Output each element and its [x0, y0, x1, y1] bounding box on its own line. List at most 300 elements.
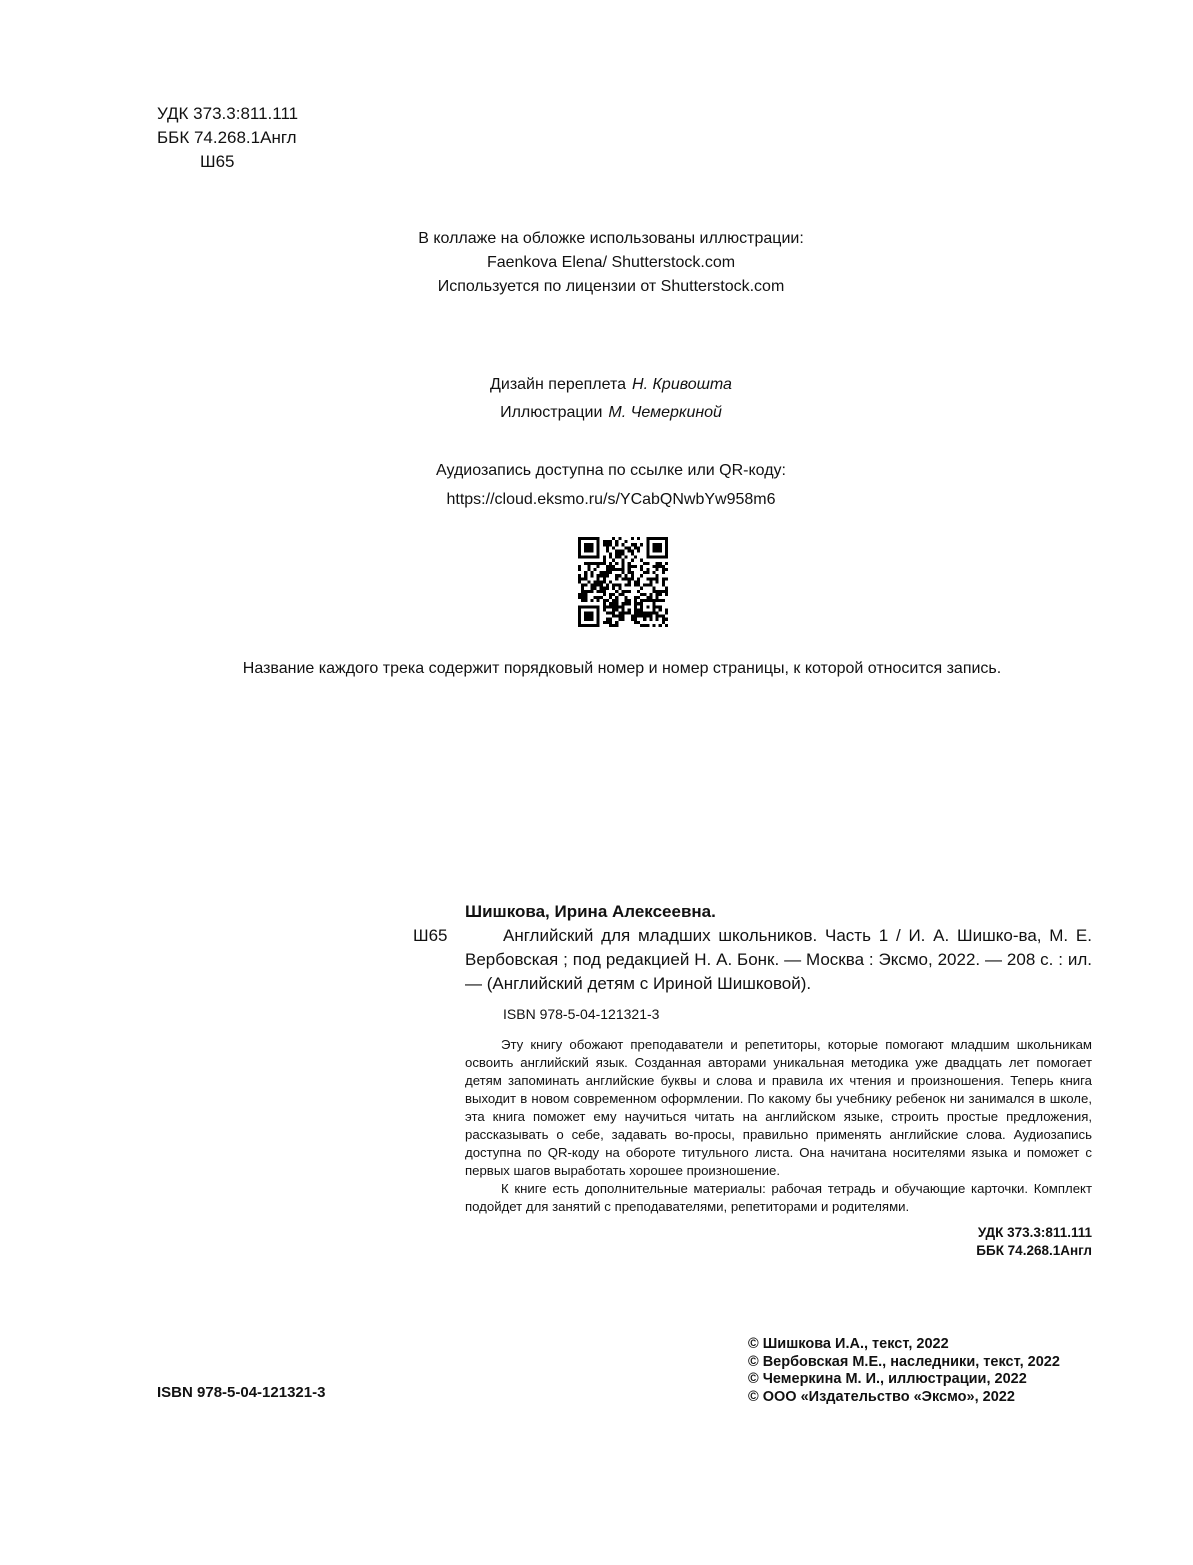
qr-module	[659, 546, 662, 549]
qr-module	[652, 565, 655, 568]
qr-module	[646, 611, 649, 614]
qr-module	[606, 605, 609, 608]
qr-module	[615, 596, 618, 599]
qr-module	[590, 615, 593, 618]
qr-module	[621, 602, 624, 605]
qr-module	[631, 559, 634, 562]
qr-module	[609, 621, 612, 624]
qr-module	[597, 537, 600, 540]
qr-module	[584, 543, 587, 546]
qr-module	[652, 543, 655, 546]
qr-module	[656, 574, 659, 577]
qr-module	[656, 599, 659, 602]
qr-module	[597, 540, 600, 543]
qr-module	[621, 559, 624, 562]
qr-module	[665, 549, 668, 552]
qr-module	[640, 543, 643, 546]
qr-module	[625, 540, 628, 543]
qr-module	[590, 537, 593, 540]
qr-module	[612, 559, 615, 562]
qr-module	[600, 574, 603, 577]
qr-module	[587, 624, 590, 627]
qr-module	[662, 580, 665, 583]
qr-module	[621, 577, 624, 580]
qr-module	[600, 580, 603, 583]
qr-module	[581, 624, 584, 627]
qr-module	[606, 587, 609, 590]
qr-module	[621, 571, 624, 574]
qr-module	[621, 590, 624, 593]
qr-module	[665, 587, 668, 590]
qr-module	[637, 580, 640, 583]
qr-module	[590, 556, 593, 559]
illustrator-name: М. Чемеркиной	[608, 404, 722, 421]
qr-module	[587, 562, 590, 565]
qr-module	[643, 593, 646, 596]
qr-module	[606, 574, 609, 577]
qr-module	[594, 587, 597, 590]
qr-module	[597, 565, 600, 568]
qr-code-graphic	[578, 537, 668, 627]
qr-module	[587, 556, 590, 559]
qr-module	[615, 599, 618, 602]
qr-module	[603, 571, 606, 574]
qr-module	[659, 599, 662, 602]
qr-module	[606, 599, 609, 602]
qr-module	[646, 605, 649, 608]
qr-module	[625, 611, 628, 614]
qr-module	[656, 580, 659, 583]
qr-module	[609, 611, 612, 614]
qr-module	[634, 580, 637, 583]
qr-module	[584, 549, 587, 552]
qr-module	[652, 611, 655, 614]
annotation-paragraph-1: Эту книгу обожают преподаватели и репетиторы, которые помогают младшим школьникам освоить английский язык. Созданная авторами уникальная методика уже двадцать лет помогает детям запоминать английские буквы и слова и правила их чтения и произношения. Теперь книга выходит в новом современном оформлении. По какому бы учебнику ребенок ни занимался в школе, эта книга поможет ему научиться читать на английском языке, строить простые предложения, рассказывать о себе, задавать во-просы, правильно применять английские слова. Аудиозапись доступна по QR-коду на обороте титульного листа. Она начитана носителями языка и поможет с первых шагов выработать хорошее произношение.	[465, 1037, 1092, 1178]
qr-module	[594, 580, 597, 583]
qr-module	[609, 596, 612, 599]
qr-module	[584, 584, 587, 587]
qr-module	[590, 624, 593, 627]
qr-module	[656, 549, 659, 552]
illustrations-credit	[200, 399, 1022, 427]
qr-module	[609, 593, 612, 596]
qr-module	[662, 537, 665, 540]
qr-module	[603, 580, 606, 583]
qr-module	[621, 565, 624, 568]
qr-module	[637, 621, 640, 624]
qr-module	[578, 540, 581, 543]
qr-module	[600, 587, 603, 590]
copyright-line-3: © Чемеркина М. И., иллюстрации, 2022	[748, 1371, 1027, 1387]
qr-module	[603, 577, 606, 580]
qr-module	[628, 608, 631, 611]
qr-module	[603, 556, 606, 559]
qr-module	[590, 587, 593, 590]
qr-module	[615, 621, 618, 624]
qr-module	[628, 565, 631, 568]
qr-module	[640, 605, 643, 608]
binding-designer: Н. Кривошта	[632, 376, 732, 393]
qr-module	[606, 565, 609, 568]
qr-module	[625, 546, 628, 549]
qr-module	[665, 624, 668, 627]
qr-module	[597, 615, 600, 618]
qr-module	[597, 562, 600, 565]
qr-module	[584, 546, 587, 549]
qr-module	[615, 624, 618, 627]
qr-module	[615, 568, 618, 571]
qr-module	[665, 540, 668, 543]
qr-module	[584, 537, 587, 540]
qr-module	[628, 549, 631, 552]
qr-module	[612, 587, 615, 590]
qr-module	[597, 553, 600, 556]
qr-module	[584, 596, 587, 599]
main-isbn: ISBN 978-5-04-121321-3	[157, 1384, 326, 1401]
qr-module	[665, 543, 668, 546]
qr-module	[640, 574, 643, 577]
qr-module	[634, 621, 637, 624]
qr-module	[597, 611, 600, 614]
qr-module	[597, 577, 600, 580]
qr-module	[659, 537, 662, 540]
qr-module	[640, 615, 643, 618]
qr-module	[631, 618, 634, 621]
qr-module	[615, 577, 618, 580]
illustrations-label: Иллюстрации	[500, 404, 603, 421]
qr-module	[656, 543, 659, 546]
qr-module	[625, 574, 628, 577]
qr-module	[597, 580, 600, 583]
qr-module	[665, 537, 668, 540]
qr-module	[618, 574, 621, 577]
qr-module	[578, 618, 581, 621]
qr-module	[621, 593, 624, 596]
qr-module	[652, 549, 655, 552]
qr-module	[612, 546, 615, 549]
design-credits	[200, 371, 1022, 427]
qr-module	[659, 605, 662, 608]
qr-module	[634, 618, 637, 621]
qr-module	[628, 568, 631, 571]
qr-module	[578, 577, 581, 580]
qr-module	[615, 540, 618, 543]
qr-module	[587, 543, 590, 546]
qr-module	[597, 621, 600, 624]
qr-module	[665, 562, 668, 565]
qr-module	[578, 537, 581, 540]
qr-module	[662, 590, 665, 593]
qr-module	[652, 587, 655, 590]
qr-module	[609, 543, 612, 546]
qr-module	[634, 546, 637, 549]
qr-module	[643, 615, 646, 618]
qr-module	[584, 611, 587, 614]
qr-module	[637, 608, 640, 611]
qr-module	[646, 599, 649, 602]
qr-module	[581, 593, 584, 596]
qr-module	[628, 611, 631, 614]
qr-module	[652, 537, 655, 540]
copyright-line-1: © Шишкова И.А., текст, 2022	[748, 1336, 949, 1352]
qr-module	[578, 568, 581, 571]
bbk-code: ББК 74.268.1Англ	[157, 128, 297, 147]
qr-module	[587, 568, 590, 571]
qr-module	[612, 568, 615, 571]
qr-module	[637, 549, 640, 552]
qr-module	[646, 577, 649, 580]
qr-module	[612, 605, 615, 608]
qr-module	[631, 577, 634, 580]
qr-module	[590, 574, 593, 577]
record-cutter: Ш65	[413, 926, 448, 945]
qr-module	[590, 611, 593, 614]
qr-module	[640, 599, 643, 602]
qr-module	[600, 590, 603, 593]
qr-module	[662, 577, 665, 580]
qr-module	[612, 608, 615, 611]
qr-module	[625, 596, 628, 599]
bibliographic-record	[413, 900, 1092, 1260]
qr-module	[584, 590, 587, 593]
qr-module	[615, 549, 618, 552]
qr-module	[646, 584, 649, 587]
qr-module	[643, 618, 646, 621]
qr-module	[640, 593, 643, 596]
record-udk: УДК 373.3:811.111	[977, 1225, 1092, 1240]
qr-module	[600, 584, 603, 587]
qr-module	[594, 556, 597, 559]
qr-module	[652, 590, 655, 593]
qr-module	[646, 596, 649, 599]
qr-module	[587, 565, 590, 568]
qr-module	[615, 543, 618, 546]
qr-module	[628, 584, 631, 587]
qr-module	[587, 580, 590, 583]
qr-module	[612, 593, 615, 596]
qr-module	[603, 590, 606, 593]
qr-module	[590, 562, 593, 565]
record-isbn: ISBN 978-5-04-121321-3	[503, 1006, 660, 1022]
copyright-line-4: © ООО «Издательство «Эксмо», 2022	[748, 1388, 1015, 1405]
qr-module	[606, 540, 609, 543]
qr-module	[631, 571, 634, 574]
qr-module	[621, 615, 624, 618]
qr-module	[649, 611, 652, 614]
qr-module	[597, 584, 600, 587]
qr-module	[618, 549, 621, 552]
qr-module	[649, 593, 652, 596]
qr-module	[625, 584, 628, 587]
qr-module	[615, 608, 618, 611]
qr-module	[618, 556, 621, 559]
qr-module	[603, 602, 606, 605]
qr-module	[615, 562, 618, 565]
qr-module	[590, 543, 593, 546]
qr-module	[652, 599, 655, 602]
qr-module	[581, 605, 584, 608]
qr-module	[615, 553, 618, 556]
qr-module	[659, 543, 662, 546]
qr-module	[603, 587, 606, 590]
qr-module	[597, 549, 600, 552]
qr-module	[631, 574, 634, 577]
qr-module	[578, 574, 581, 577]
qr-module	[656, 565, 659, 568]
qr-module	[646, 571, 649, 574]
qr-module	[634, 599, 637, 602]
annotation-paragraph-2: К книге есть дополнительные материалы: рабочая тетрадь и обучающие карточки. Комплект подойдет для занятий с преподавателями, репетиторами и родителями.	[465, 1181, 1092, 1214]
qr-module	[618, 537, 621, 540]
qr-module	[656, 596, 659, 599]
qr-module	[618, 584, 621, 587]
qr-module	[584, 615, 587, 618]
qr-module	[649, 577, 652, 580]
qr-module	[618, 553, 621, 556]
qr-module	[662, 621, 665, 624]
track-note: Название каждого трека содержит порядковый номер и номер страницы, к которой относится запись.	[242, 660, 1002, 677]
qr-module	[578, 621, 581, 624]
qr-module	[594, 568, 597, 571]
qr-module	[606, 546, 609, 549]
qr-module	[662, 599, 665, 602]
qr-module	[656, 537, 659, 540]
qr-module	[643, 599, 646, 602]
qr-module	[603, 608, 606, 611]
qr-module	[625, 577, 628, 580]
qr-module	[634, 596, 637, 599]
qr-module	[659, 549, 662, 552]
qr-module	[578, 624, 581, 627]
qr-module	[615, 615, 618, 618]
qr-module	[646, 546, 649, 549]
qr-module	[606, 618, 609, 621]
qr-module	[584, 574, 587, 577]
qr-module	[621, 543, 624, 546]
qr-module	[665, 577, 668, 580]
qr-module	[597, 624, 600, 627]
qr-module	[625, 556, 628, 559]
qr-module	[606, 543, 609, 546]
qr-module	[603, 540, 606, 543]
qr-module	[649, 580, 652, 583]
qr-module	[640, 568, 643, 571]
qr-module	[643, 584, 646, 587]
qr-module	[640, 602, 643, 605]
audio-info	[200, 456, 1022, 514]
qr-module	[578, 605, 581, 608]
qr-module	[584, 577, 587, 580]
qr-module	[659, 624, 662, 627]
qr-module	[594, 596, 597, 599]
qr-module	[662, 615, 665, 618]
qr-module	[656, 615, 659, 618]
qr-module	[587, 590, 590, 593]
qr-module	[581, 599, 584, 602]
qr-module	[612, 565, 615, 568]
qr-module	[590, 599, 593, 602]
qr-module	[628, 546, 631, 549]
qr-module	[587, 546, 590, 549]
qr-module	[594, 605, 597, 608]
qr-module	[628, 590, 631, 593]
qr-module	[606, 571, 609, 574]
qr-module	[637, 596, 640, 599]
qr-module	[584, 556, 587, 559]
qr-module	[656, 611, 659, 614]
qr-module	[609, 556, 612, 559]
qr-module	[665, 568, 668, 571]
qr-module	[649, 618, 652, 621]
annotation	[465, 1036, 1092, 1216]
classification-block	[157, 102, 298, 174]
qr-module	[640, 559, 643, 562]
record-description: Английский для младших школьников. Часть 1 / И. А. Шишко-ва, М. Е. Вербовская ; под редакцией Н. А. Бонк. — Москва : Эксмо, 2022. — 208 с. : ил. — (Английский детям с Ириной Шишковой).	[465, 926, 1092, 993]
qr-module	[618, 593, 621, 596]
qr-module	[637, 590, 640, 593]
qr-module	[606, 568, 609, 571]
qr-module	[628, 602, 631, 605]
binding-credit	[200, 371, 1022, 399]
qr-module	[628, 577, 631, 580]
qr-module	[646, 624, 649, 627]
udk-code: УДК 373.3:811.111	[157, 104, 299, 123]
qr-module	[621, 618, 624, 621]
qr-module	[631, 615, 634, 618]
qr-module	[584, 618, 587, 621]
qr-module	[581, 537, 584, 540]
qr-module	[584, 599, 587, 602]
qr-module	[584, 562, 587, 565]
binding-label: Дизайн переплета	[490, 376, 627, 393]
qr-module	[631, 549, 634, 552]
qr-code-icon[interactable]	[578, 537, 668, 627]
qr-module	[609, 565, 612, 568]
qr-module	[646, 615, 649, 618]
qr-module	[646, 543, 649, 546]
qr-module	[618, 618, 621, 621]
qr-module	[634, 556, 637, 559]
qr-module	[587, 611, 590, 614]
qr-module	[640, 608, 643, 611]
qr-module	[609, 571, 612, 574]
qr-module	[656, 577, 659, 580]
qr-module	[612, 537, 615, 540]
qr-module	[649, 537, 652, 540]
qr-module	[628, 580, 631, 583]
qr-module	[615, 590, 618, 593]
cover-credits-line-3: Используется по лицензии от Shutterstock.com	[437, 278, 785, 295]
qr-module	[581, 587, 584, 590]
qr-module	[634, 565, 637, 568]
qr-module	[634, 605, 637, 608]
qr-module	[603, 559, 606, 562]
qr-module	[609, 568, 612, 571]
qr-module	[615, 602, 618, 605]
qr-module	[578, 546, 581, 549]
qr-module	[656, 593, 659, 596]
qr-module	[609, 540, 612, 543]
cutter-code: Ш65	[200, 152, 235, 171]
qr-module	[578, 593, 581, 596]
qr-module	[578, 556, 581, 559]
qr-module	[646, 549, 649, 552]
audio-url[interactable]: https://cloud.eksmo.ru/s/YCabQNwbYw958m6	[446, 491, 776, 508]
qr-module	[634, 584, 637, 587]
qr-module	[612, 599, 615, 602]
qr-module	[587, 615, 590, 618]
qr-module	[631, 553, 634, 556]
